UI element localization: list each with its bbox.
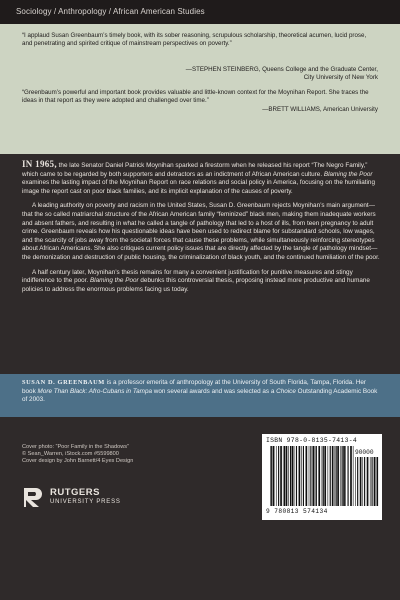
barcode-bar [286,446,288,506]
barcode-bar [292,446,294,506]
praise-attribution-1 [120,66,378,83]
author-book-title: More Than Black: Afro-Cubans in Tampa [37,387,153,395]
photo-credit-line-2: © Sean_Warren, iStock.com #5599800 [22,451,119,457]
barcode-bar [376,457,377,506]
barcode-bar [312,446,314,506]
photo-credit-line-1: Cover photo: “Poor Family in the Shadows” [22,444,129,450]
author-bio-mid: won several awards and was selected as a [152,387,277,395]
barcode-bar [360,457,362,506]
barcode-bar [332,446,334,506]
barcode-bar [322,446,323,506]
addon-barcode-bars [355,457,379,506]
barcode-number: 9 780813 574134 [266,508,328,515]
author-bio-start: is a professor emerita of anthropology at the University of South Florida, Tampa, Florida. Her book [22,379,367,395]
barcode-bar [288,446,289,506]
barcode-bar [310,446,311,506]
description-p1-end: examines the lasting impact of the Moynihan Report on race relations and social policy in America, focusing on the humiliating image the report cast on poor black families, and its implicit explanation of the causes of poverty. [22,179,375,195]
description-paragraph-3 [22,269,380,295]
barcode-bar [276,446,277,506]
barcode-bar [350,446,352,506]
cover-credits [22,444,182,465]
barcode-bar [328,446,329,506]
isbn-label: ISBN 978-0-8135-7413-4 [266,437,357,444]
description-p3-end: debunks this controversial thesis, proposing instead more productive and humane policies to address the enormous problems facing us today. [22,277,370,293]
barcode-bar [335,446,336,506]
barcode-bar [370,457,371,506]
rutgers-logo-icon [22,486,44,508]
barcode-bar [372,457,373,506]
barcode-bar [301,446,302,506]
description-paragraph-1 [22,160,380,196]
barcode-bar [296,446,297,506]
barcode-bar [324,446,326,506]
barcode-bar [270,446,271,506]
category-bar [0,0,400,24]
description-lead: IN 1965, [22,159,57,169]
author-name: SUSAN D. GREENBAUM [22,379,105,386]
book-description [22,160,380,300]
category-label: Sociology / Anthropology / African American Studies [16,7,205,16]
barcode-bar [283,446,284,506]
barcode-bar [309,446,310,506]
barcode-bar [303,446,304,506]
book-title-italic: Blaming the Poor [323,170,373,178]
barcode-bar [299,446,301,506]
barcode-bar [364,457,365,506]
barcode-bar [337,446,339,506]
barcode-bar [377,457,378,506]
barcode-bar [357,457,358,506]
praise-quote-2: “Greenbaum’s powerful and important book provides valuable and little-known context for the Moynihan Report. She traces the ideas in that report as they were adopted and challenged over time.” [22,89,369,105]
description-p3-start: A half century later, Moynihan’s thesis remains for many a convenient justification for punitive measures and stingy indifference to the poor. [22,268,353,285]
barcode-bar [294,446,295,506]
author-bio [22,379,380,405]
barcode-bar [342,446,343,506]
barcode-bar [306,446,308,506]
description-paragraph-2: A leading authority on poverty and racism in the United States, Susan D. Greenbaum rejects Moynihan’s main argument—that the so called matriarchal structure of the African American family “feminized” black men, making them inadequate workers and absent fathers, and resulting in what he called a tangle of pathology that led to a host of ills, from teen pregnancy to adult crime. Greenbaum reveals how his questionable ideas have been used to redirect blame for substandard schools, low wages, and the scarcity of jobs away from the societal forces that cause these problems, while simultaneously reinforcing stereotypes about African Americans. She also critiques current policy issues that are directly affected by the tangle of pathology mindset—the demonization and destruction of public housing, the criminalization of black youth, and the continued humiliation of the poor. [22,202,380,261]
barcode-bar [271,446,272,506]
praise-quote-1: “I applaud Susan Greenbaum’s timely book, with its sober reasoning, scrupulous scholarship, theoretical acumen, lucid prose, and penetrating and spirited critique of mainstream perspectives on poverty.” [22,32,367,48]
barcode-bar [336,446,337,506]
barcode-bar [273,446,275,506]
barcode-bar [345,446,346,506]
barcode-bar [323,446,324,506]
barcode-bar [315,446,316,506]
barcode-bar [316,446,317,506]
barcode-bar [367,457,369,506]
design-credit: Cover design by John Barnett/4 Eyes Design [22,458,134,464]
barcode-bar [340,446,341,506]
barcode-bar [278,446,279,506]
attribution-line-2: City University of New York [303,74,378,82]
praise-attribution-2: —BRETT WILLIAMS, American University [262,106,378,113]
publisher-name: RUTGERS [50,487,100,498]
publisher-press: UNIVERSITY PRESS [50,499,121,505]
price-code: 90000 [355,449,374,456]
barcode-bar [353,446,354,506]
barcode-bar [330,446,331,506]
barcode-bar [343,446,345,506]
description-p1-text: the late Senator Daniel Patrick Moynihan sparked a firestorm when he released his report “The Negro Family,” which came to be regarded by both supporters and detractors as an indictment of African American culture. [22,162,368,178]
barcode-bar [290,446,291,506]
barcode-bar [374,457,376,506]
barcode-bar [362,457,363,506]
book-title-italic: Blaming the Poor [89,277,139,285]
publisher-logo [50,487,121,505]
barcode-bar [348,446,349,506]
choice-label: Choice [276,387,296,395]
author-bio-end: Outstanding Academic Book of 2003. [22,387,378,404]
barcode-bar [355,457,356,506]
barcode-bar [280,446,282,506]
attribution-line-1: —STEPHEN STEINBERG, Queens College and the Graduate Center, [185,66,378,73]
barcode-bar [318,446,320,506]
barcode-bar [284,446,285,506]
